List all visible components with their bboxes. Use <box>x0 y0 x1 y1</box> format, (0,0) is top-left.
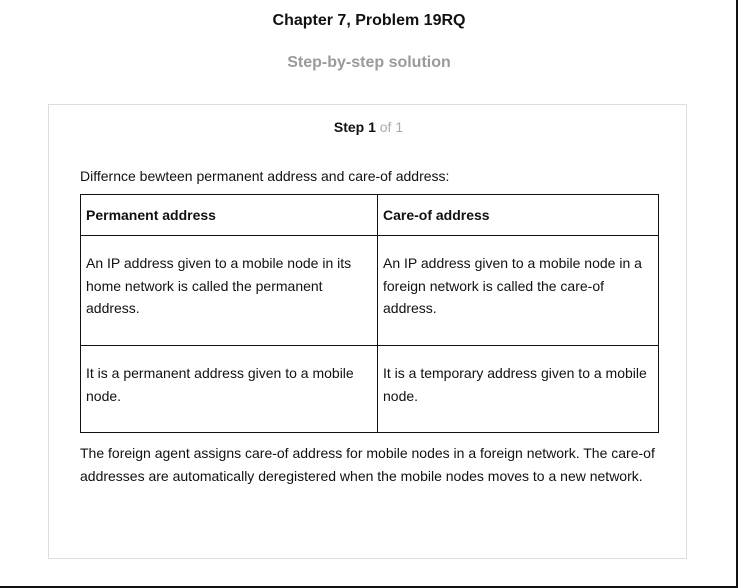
step-indicator <box>49 118 688 136</box>
intro-text: Differnce bewteen permanent address and care-of address: <box>80 168 450 184</box>
closing-paragraph: The foreign agent assigns care-of address for mobile nodes in a foreign network. The care-of addresses are automatically deregistered when the mobile nodes moves to a new network. <box>80 445 655 484</box>
chapter-title: Chapter 7, Problem 19RQ <box>272 12 466 29</box>
table-header-row <box>81 195 659 236</box>
comparison-table <box>80 194 659 433</box>
step-count: of 1 <box>375 119 404 135</box>
step-card <box>48 104 687 559</box>
table-cell: An IP address given to a mobile node in its home network is called the permanent address. <box>81 236 378 346</box>
table-row <box>81 346 659 433</box>
solution-heading: Step-by-step solution <box>287 54 451 71</box>
table-header-cell: Permanent address <box>81 195 378 236</box>
table-row <box>81 236 659 346</box>
table-cell: An IP address given to a mobile node in a foreign network is called the care-of address. <box>378 236 659 346</box>
step-label: Step 1 <box>333 119 376 135</box>
table-header-cell: Care-of address <box>378 195 659 236</box>
table-cell: It is a temporary address given to a mobile node. <box>378 346 659 433</box>
table-cell: It is a permanent address given to a mobile node. <box>81 346 378 433</box>
